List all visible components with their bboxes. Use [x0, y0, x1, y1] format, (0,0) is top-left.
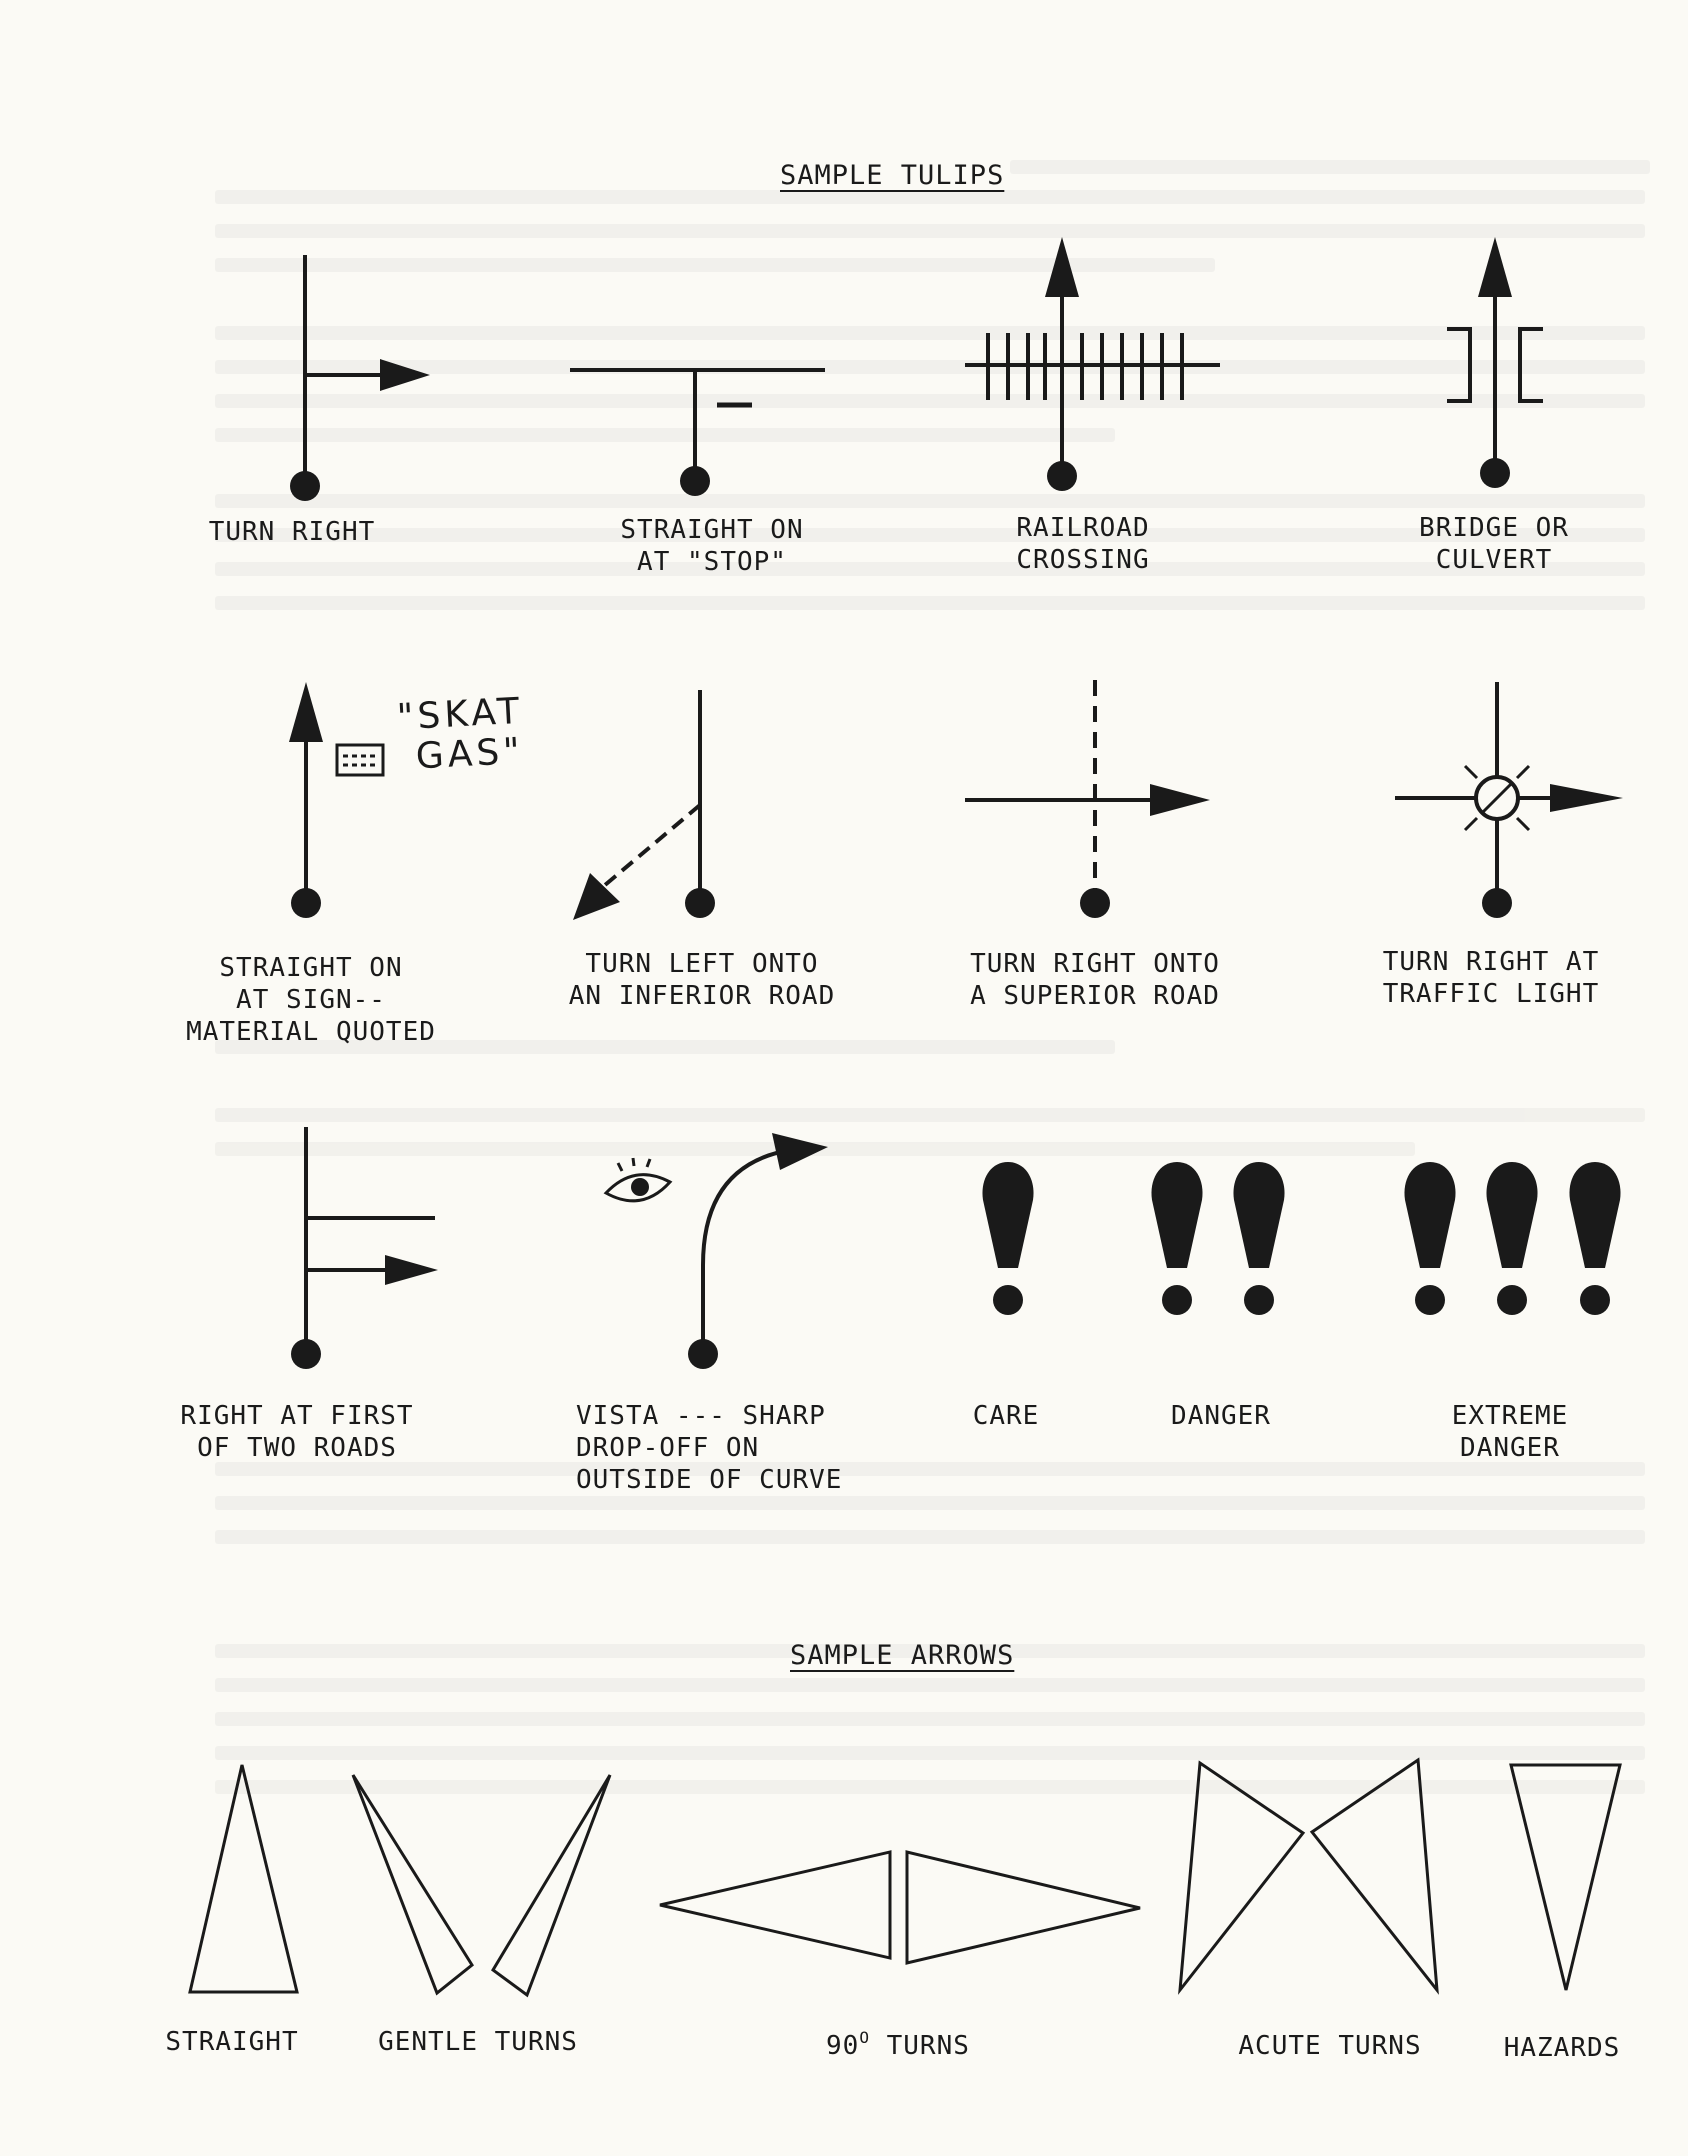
sample-arrows-heading: SAMPLE ARROWS [790, 1640, 1015, 1671]
arrow-shapes-svg [0, 1740, 1688, 2020]
turn-right-label: TURN RIGHT [208, 517, 376, 547]
sign-quote-text: "SKAT GAS" [395, 690, 525, 779]
railroad-crossing-label: RAILROAD CROSSING [1016, 513, 1150, 575]
straight-on-stop-label: STRAIGHT ON AT "STOP" [620, 515, 804, 577]
gentle-left-arrow-icon [353, 1775, 472, 1993]
right-first-of-two-tulip-icon [280, 1125, 460, 1375]
straight-on-stop-tulip-icon [570, 245, 840, 505]
ninety-left-arrow-icon [660, 1852, 890, 1958]
vista-label: VISTA --- SHARP DROP-OFF ON OUTSIDE OF CURVE [576, 1401, 843, 1495]
ninety-number: 90 [826, 2031, 860, 2061]
bridge-culvert-label: BRIDGE OR CULVERT [1419, 513, 1569, 575]
straight-on-sign-label: STRAIGHT ON AT SIGN-- MATERIAL QUOTED [186, 953, 436, 1047]
turn-right-superior-label: TURN RIGHT ONTO A SUPERIOR ROAD [970, 949, 1220, 1011]
straight-on-sign-tulip-icon [280, 680, 410, 925]
turn-right-traffic-light-tulip-icon [1385, 680, 1625, 925]
gentle-right-arrow-icon [493, 1775, 610, 1995]
turn-right-superior-tulip-icon [965, 680, 1235, 925]
turn-right-tulip-icon [280, 245, 460, 505]
eye-icon [606, 1158, 670, 1201]
extreme-danger-exclamation-icon [1400, 1160, 1630, 1320]
right-first-of-two-label: RIGHT AT FIRST OF TWO ROADS [180, 1401, 414, 1463]
turn-left-inferior-tulip-icon [565, 680, 725, 925]
straight-arrow-label: STRAIGHT [165, 2027, 299, 2057]
hazards-label: HAZARDS [1503, 2033, 1621, 2063]
acute-right-arrow-icon [1312, 1760, 1437, 1990]
ninety-turns-text: TURNS [886, 2031, 970, 2061]
vista-tulip-icon [600, 1125, 840, 1375]
sample-tulips-heading: SAMPLE TULIPS [780, 160, 1005, 191]
acute-left-arrow-icon [1180, 1763, 1303, 1990]
railroad-crossing-tulip-icon [965, 235, 1225, 500]
turn-right-traffic-light-label: TURN RIGHT AT TRAFFIC LIGHT [1382, 947, 1600, 1009]
ninety-right-arrow-icon [907, 1852, 1140, 1963]
ninety-turns-label [826, 2030, 970, 2062]
acute-turns-label: ACUTE TURNS [1238, 2031, 1422, 2061]
degree-mark: O [859, 2028, 870, 2047]
straight-arrow-icon [190, 1765, 297, 1992]
gentle-turns-label: GENTLE TURNS [378, 2027, 578, 2057]
danger-exclamation-icon [1147, 1160, 1297, 1320]
care-label: CARE [972, 1401, 1040, 1431]
bridge-culvert-tulip-icon [1430, 235, 1570, 495]
turn-left-inferior-label: TURN LEFT ONTO AN INFERIOR ROAD [568, 949, 836, 1011]
danger-label: DANGER [1171, 1401, 1271, 1431]
care-exclamation-icon [978, 1160, 1038, 1320]
extreme-danger-label: EXTREME DANGER [1451, 1401, 1569, 1463]
hazard-arrow-icon [1511, 1765, 1620, 1990]
